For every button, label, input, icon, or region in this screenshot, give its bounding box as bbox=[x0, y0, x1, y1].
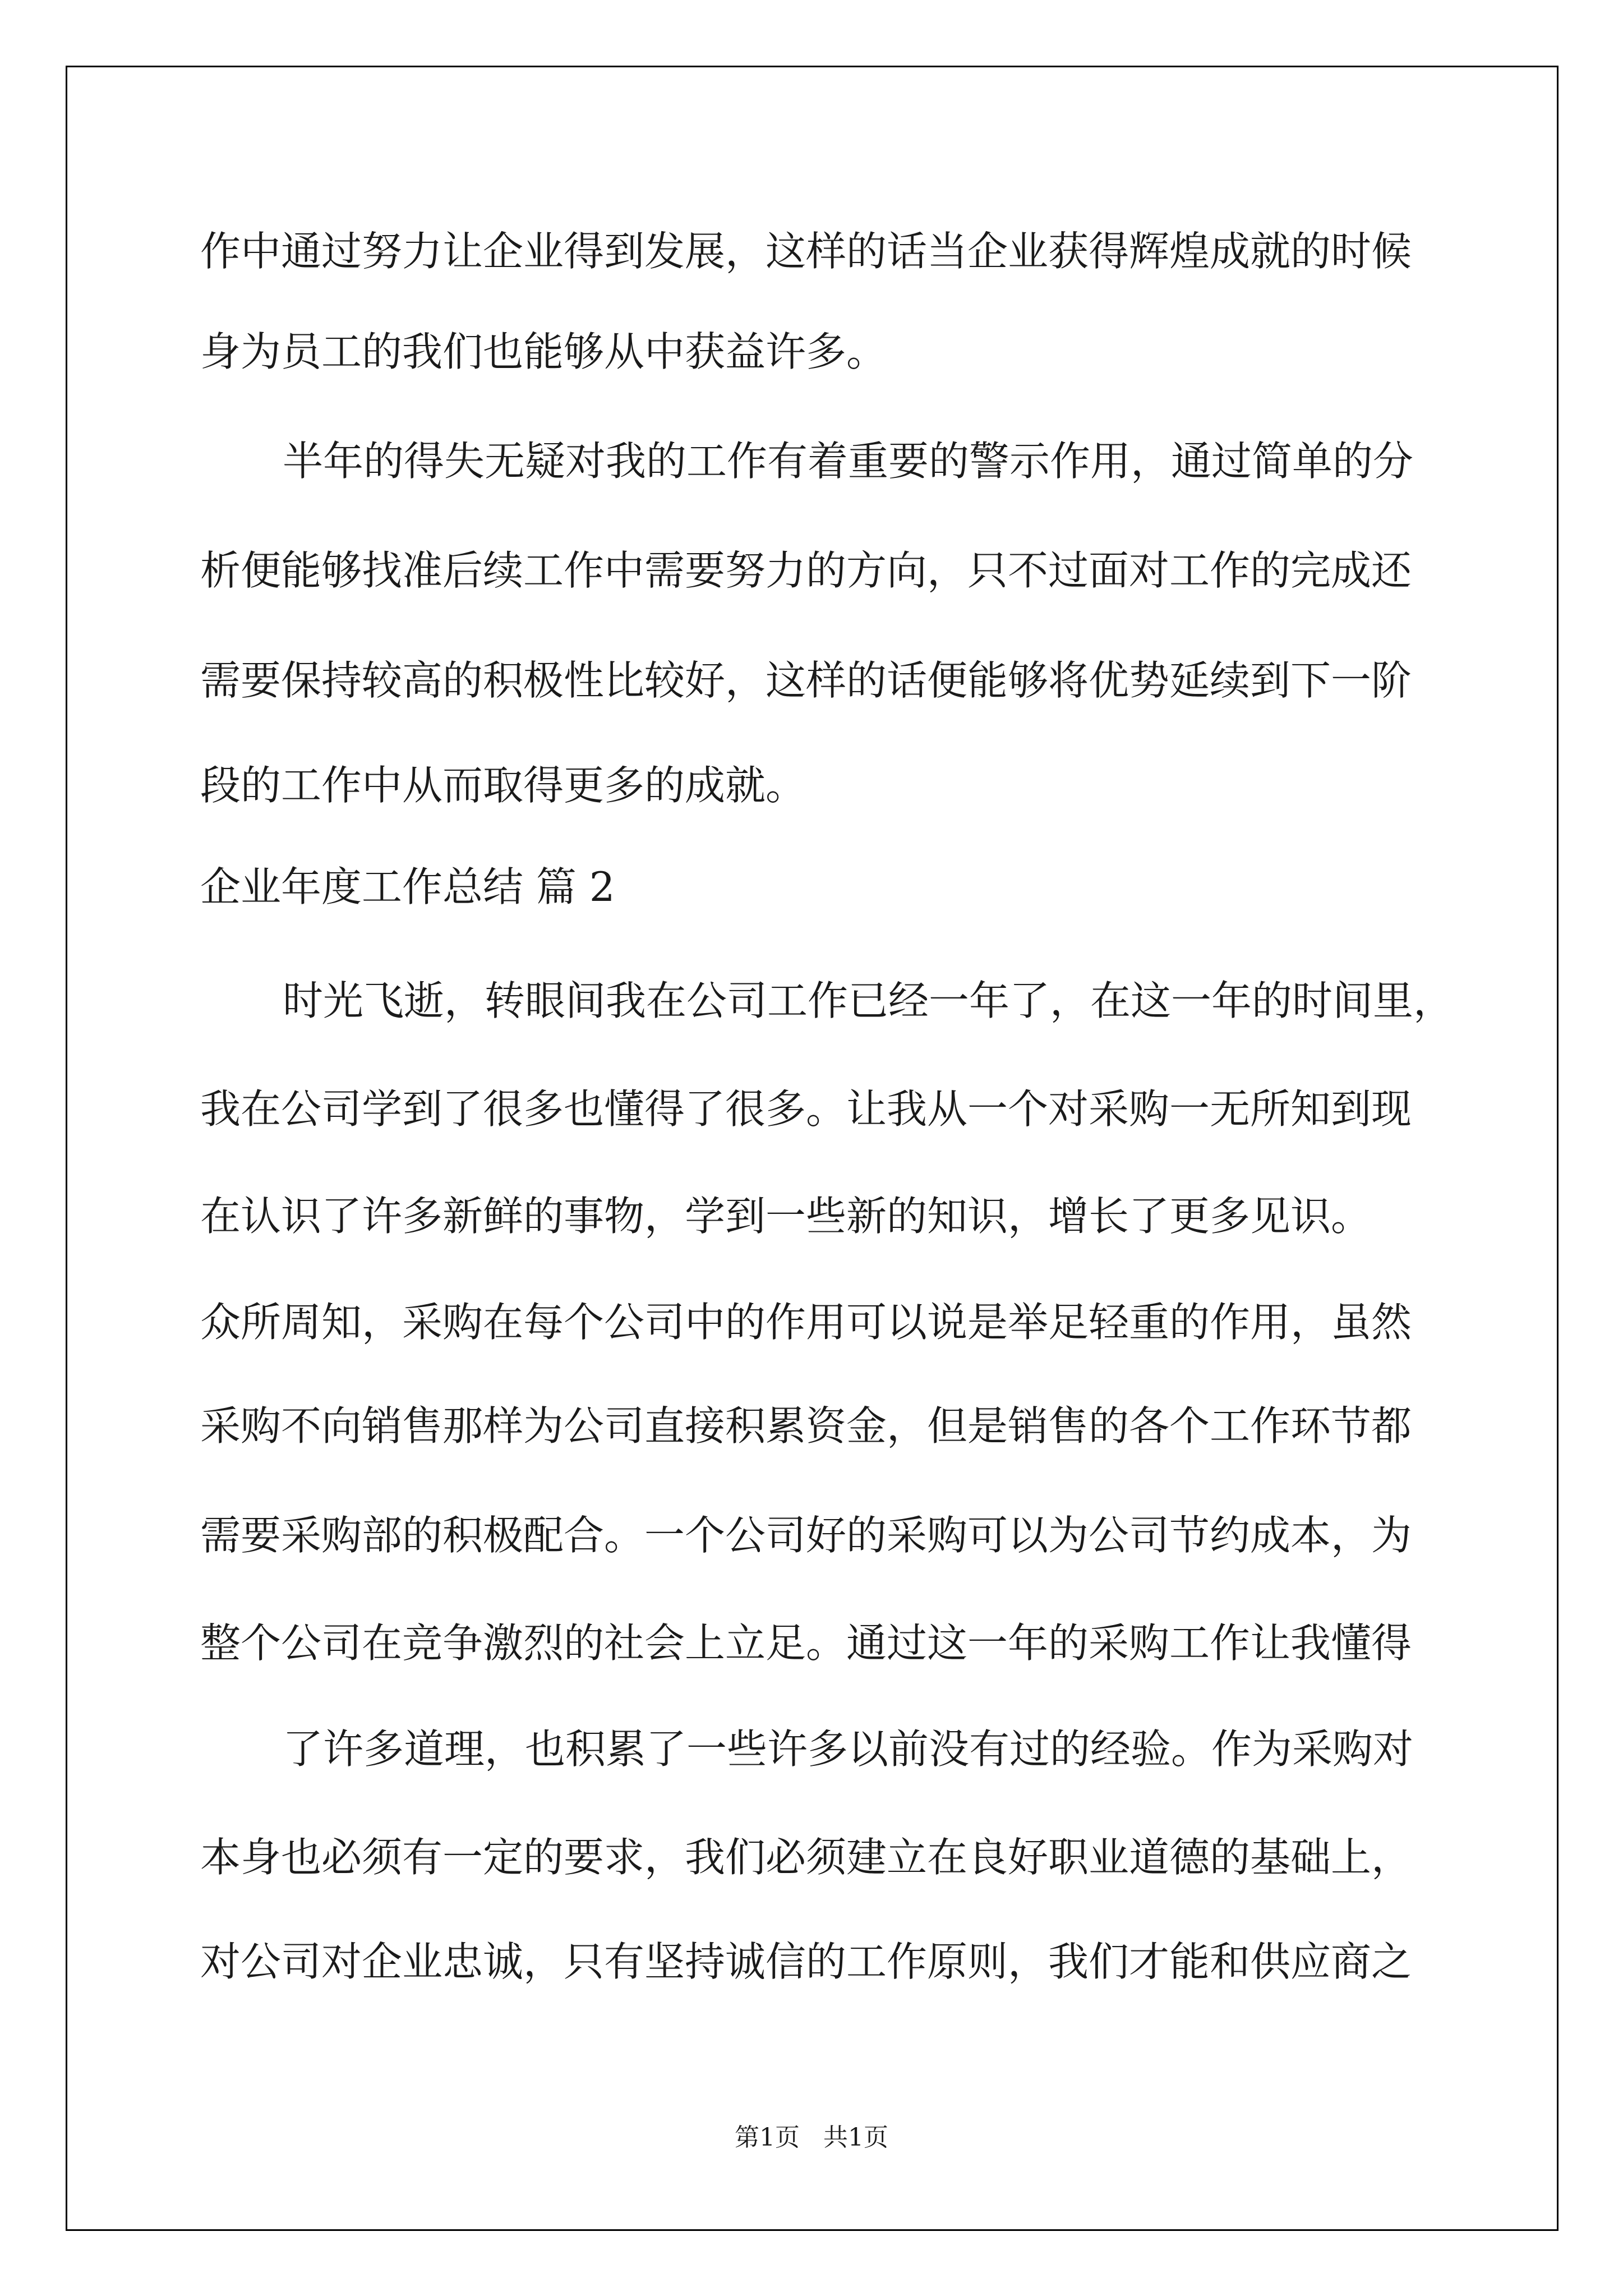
text-line: 整个公司在竞争激烈的社会上立足。通过这一年的采购工作让我懂得 bbox=[200, 1619, 1412, 1667]
paragraph-first-line: 半年的得失无疑对我的工作有着重要的警示作用，通过简单的分 bbox=[283, 438, 1414, 485]
page-footer: 第1页 共1页 bbox=[735, 2123, 888, 2152]
text-line: 需要采购部的积极配合。一个公司好的采购可以为公司节约成本，为 bbox=[200, 1512, 1412, 1559]
section-heading: 企业年度工作总结 篇 2 bbox=[200, 863, 615, 910]
paragraph-first-line: 时光飞逝，转眼间我在公司工作已经一年了，在这一年的时间里， bbox=[283, 977, 1454, 1024]
text-line: 本身也必须有一定的要求，我们必须建立在良好职业道德的基础上， bbox=[200, 1834, 1412, 1881]
text-line: 采购不向销售那样为公司直接积累资金，但是销售的各个工作环节都 bbox=[200, 1402, 1412, 1450]
text-line: 对公司对企业忠诚，只有坚持诚信的工作原则，我们才能和供应商之 bbox=[200, 1938, 1412, 1985]
text-line: 我在公司学到了很多也懂得了很多。让我从一个对采购一无所知到现 bbox=[200, 1085, 1412, 1133]
text-line: 作中通过努力让企业得到发展，这样的话当企业获得辉煌成就的时候 bbox=[200, 228, 1412, 275]
text-line: 在认识了许多新鲜的事物，学到一些新的知识，增长了更多见识。 bbox=[200, 1193, 1372, 1240]
text-line: 需要保持较高的积极性比较好，这样的话便能够将优势延续到下一阶 bbox=[200, 657, 1412, 704]
page-border bbox=[66, 66, 1559, 2231]
text-line: 众所周知，采购在每个公司中的作用可以说是举足轻重的作用，虽然 bbox=[200, 1299, 1412, 1346]
text-line: 析便能够找准后续工作中需要努力的方向，只不过面对工作的完成还 bbox=[200, 547, 1412, 594]
paragraph-first-line: 了许多道理，也积累了一些许多以前没有过的经验。作为采购对 bbox=[283, 1726, 1414, 1773]
text-line: 段的工作中从而取得更多的成就。 bbox=[200, 762, 806, 809]
text-line: 身为员工的我们也能够从中获益许多。 bbox=[200, 328, 887, 375]
